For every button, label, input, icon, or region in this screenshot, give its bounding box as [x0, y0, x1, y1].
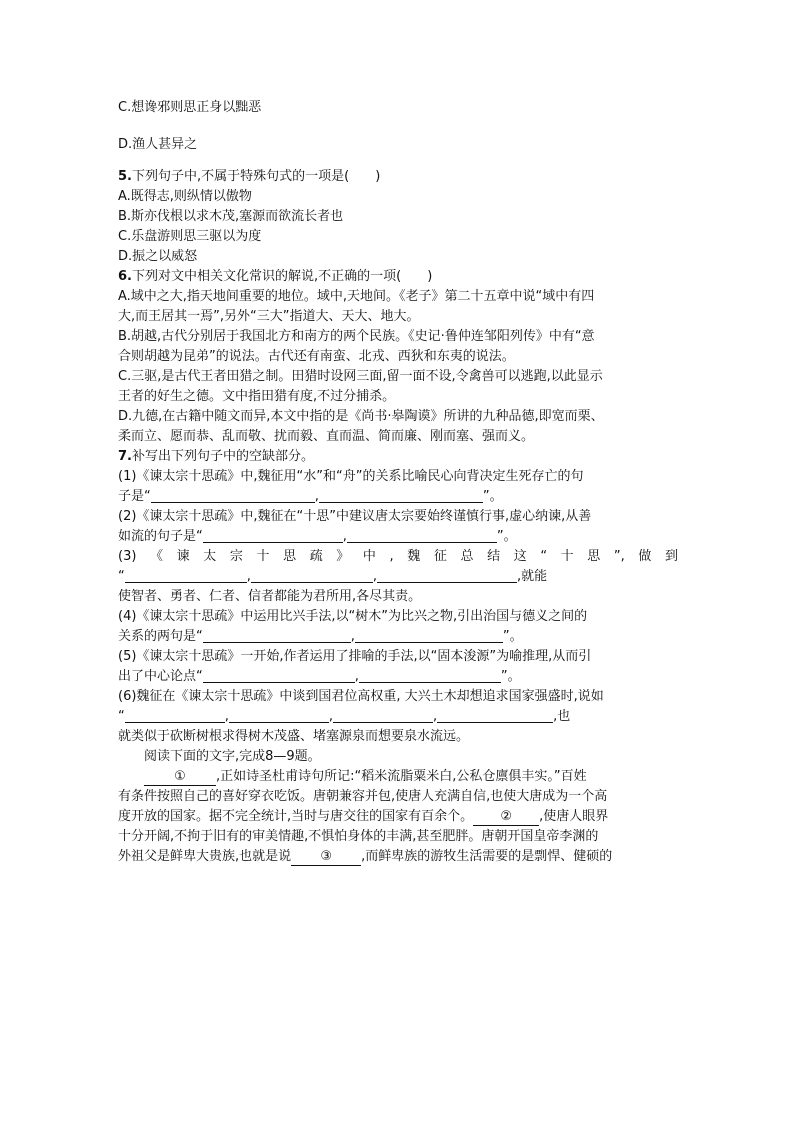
fill-blank[interactable]	[359, 668, 501, 683]
reading-para-line4: 十分开阔,不拘于旧有的审美情趣,不惧怕身体的丰满,甚至肥胖。唐朝开国皇帝李渊的	[118, 829, 599, 844]
passage-blank-2[interactable]: ②	[473, 809, 539, 826]
question-5-option-a: A.既得志,则纵情以傲物	[118, 189, 252, 204]
fill-blank[interactable]	[125, 568, 247, 583]
question-6-option-b-line1: B.胡越,古代分别居于我国北方和南方的两个民族。《史记·鲁仲连邹阳列传》中有“意	[118, 329, 595, 344]
emphasis-dot-char: 异	[171, 135, 184, 155]
q7-item-5-line1: (5)《谏太宗十思疏》一开始,作者运用了排喻的手法,以“固本浚源”为喻推理,从而引	[118, 649, 592, 664]
fill-blank[interactable]	[437, 708, 553, 723]
q7-item-3-line1: (3)《谏太宗十思疏》中,魏征总结这“十思”,做到	[118, 549, 678, 564]
question-6-option-a-line2: 大,而王居其一焉”,另外“三大”指道大、天大、地大。	[118, 309, 420, 324]
q7-item-5-line2: 出了中心论点“ , ”。	[118, 669, 521, 684]
prev-option-c: C.想谗邪则思正身以黜恶	[118, 98, 678, 118]
reading-para-line5: 外祖父是鲜卑大贵族,也就是说 ③ ,而鲜卑族的游牧生活需要的是剽悍、健硕的	[118, 849, 613, 864]
q7-item-4-line2: 关系的两句是“ , ”。	[118, 629, 523, 644]
question-6-option-d-line1: D.九德,在古籍中随文而异,本文中指的是《尚书·皋陶谟》所讲的九种品德,即宽而栗、	[118, 409, 604, 424]
q7-item-6-line2: “ , , , ,也	[118, 709, 571, 724]
q7-item-1-line1: (1)《谏太宗十思疏》中,魏征用“水”和“舟”的关系比喻民心向背决定生死存亡的句	[118, 469, 584, 484]
fill-blank[interactable]	[333, 708, 433, 723]
q7-item-2-line1: (2)《谏太宗十思疏》中,魏征在“十思”中建议唐太宗要始终谨慎行事,虚心纳谏,从善	[118, 509, 592, 524]
fill-blank[interactable]	[229, 708, 329, 723]
question-6-option-b-line2: 合则胡越为昆弟”的说法。古代还有南蛮、北戎、西狄和东夷的说法。	[118, 349, 515, 364]
fill-blank[interactable]	[377, 568, 517, 583]
q7-item-3-line2: “ , , ,就能	[118, 569, 548, 584]
fill-blank[interactable]	[151, 488, 315, 503]
document-page	[118, 98, 678, 867]
q7-item-3-line3: 使智者、勇者、仁者、信者都能为君所用,各尽其责。	[118, 589, 422, 604]
q7-item-4-line1: (4)《谏太宗十思疏》中运用比兴手法,以“树木”为比兴之物,引出治国与德义之间的	[118, 609, 588, 624]
passage-blank-3[interactable]: ③	[291, 849, 361, 866]
question-6-option-a-line1: A.域中之大,指天地间重要的地位。域中,天地间。《老子》第二十五章中说“域中有四	[118, 289, 595, 304]
q7-item-1-line2: 子是“ , ”。	[118, 489, 503, 504]
q7-item-6-line1: (6)魏征在《谏太宗十思疏》中谈到国君位高权重, 大兴土木却想追求国家强盛时,说如	[118, 689, 604, 704]
question-6-option-c-line1: C.三驱,是古代王者田猎之制。田猎时设网三面,留一面不设,令禽兽可以逃跑,以此显示	[118, 369, 603, 384]
question-7-stem: 7.补写出下列句子中的空缺部分。	[118, 449, 314, 464]
passage-blank-1[interactable]: ①	[144, 769, 216, 786]
fill-blank[interactable]	[125, 708, 225, 723]
fill-blank[interactable]	[355, 628, 503, 643]
reading-para-line2: 有条件按照自己的喜好穿衣吃饭。唐朝兼容并包,使唐人充满自信,也使大唐成为一个高	[118, 789, 608, 804]
fill-blank[interactable]	[203, 528, 343, 543]
question-5-option-d: D.振之以威怒	[118, 249, 198, 264]
q7-item-2-line2: 如流的句子是“ , ”。	[118, 529, 517, 544]
fill-blank[interactable]	[203, 628, 351, 643]
fill-blank[interactable]	[251, 568, 373, 583]
question-5-stem: 5.下列句子中,不属于特殊句式的一项是( )	[118, 169, 381, 184]
question-5-option-b: B.斯亦伐根以求木茂,塞源而欲流长者也	[118, 209, 344, 224]
emphasis-dot-char: 恶	[248, 98, 261, 118]
fill-blank[interactable]	[347, 528, 497, 543]
question-6-option-d-line2: 柔而立、愿而恭、乱而敬、扰而毅、直而温、简而廉、刚而塞、强而义。	[118, 429, 535, 444]
reading-intro: 阅读下面的文字,完成8—9题。	[144, 749, 321, 764]
fill-blank[interactable]	[203, 668, 355, 683]
question-6-stem: 6.下列对文中相关文化常识的解说,不正确的一项( )	[118, 269, 433, 284]
prev-option-d: D.渔人甚异之	[118, 135, 678, 155]
reading-para-line1: ① ,正如诗圣杜甫诗句所记:“稻米流脂粟米白,公私仓廪俱丰实。”百姓	[118, 767, 678, 787]
fill-blank[interactable]	[319, 488, 483, 503]
question-5-option-c: C.乐盘游则思三驱以为度	[118, 229, 262, 244]
q7-item-6-line3: 就类似于砍断树根求得树木茂盛、堵塞源泉而想要泉水流远。	[118, 729, 470, 744]
question-6-option-c-line2: 王者的好生之德。文中指田猎有度,不过分捕杀。	[118, 389, 396, 404]
reading-para-line3: 度开放的国家。据不完全统计,当时与唐交往的国家有百余个。 ② ,使唐人眼界	[118, 809, 609, 824]
